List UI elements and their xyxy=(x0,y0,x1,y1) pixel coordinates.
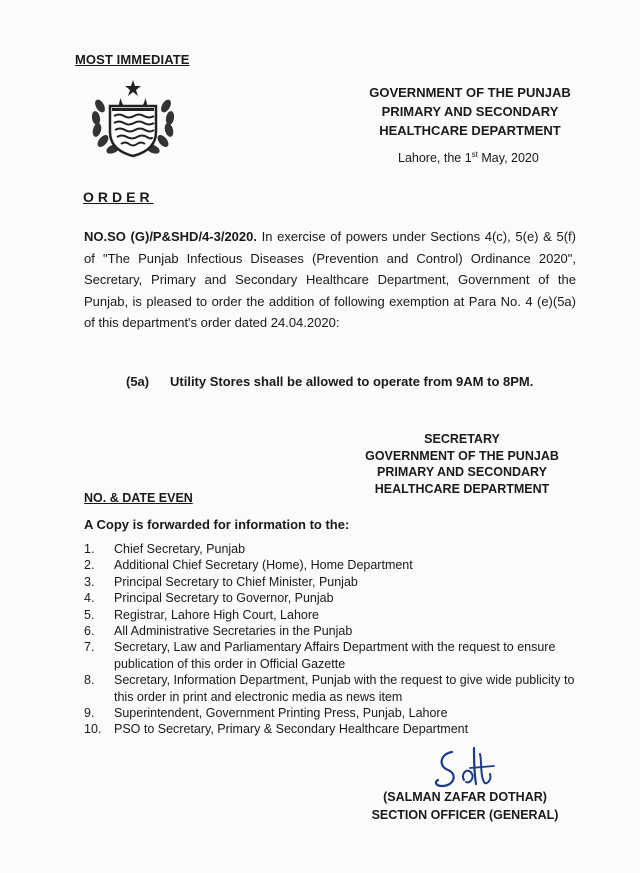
officer-designation: SECTION OFFICER (GENERAL) xyxy=(371,808,559,822)
header-line-3: HEALTHCARE DEPARTMENT xyxy=(379,123,561,138)
signature-icon xyxy=(430,744,510,792)
secretary-block: SECRETARY GOVERNMENT OF THE PUNJAB PRIMARY AND SECONDARY HEALTHCARE DEPARTMENT xyxy=(365,432,559,496)
header-line-1: GOVERNMENT OF THE PUNJAB xyxy=(369,85,571,100)
order-reference: NO.SO (G)/P&SHD/4-3/2020. xyxy=(84,229,257,244)
order-title: ORDER xyxy=(83,189,154,205)
exemption-text: Utility Stores shall be allowed to operate from 9AM to 8PM. xyxy=(170,374,534,389)
order-date: Lahore, the 1st May, 2020 xyxy=(398,150,539,166)
list-item: 10. PSO to Secretary, Primary & Secondary Healthcare Department xyxy=(84,722,469,737)
order-body xyxy=(84,226,576,334)
no-date-even: NO. & DATE EVEN xyxy=(84,491,193,505)
distribution-list xyxy=(84,541,584,738)
list-item: 4. Principal Secretary to Governor, Punjab xyxy=(84,591,334,606)
list-item: 3. Principal Secretary to Chief Minister, Punjab xyxy=(84,574,358,589)
officer-name: (SALMAN ZAFAR DOTHAR) xyxy=(383,790,547,804)
list-item: 1. Chief Secretary, Punjab xyxy=(84,542,246,556)
department-header xyxy=(330,83,610,140)
punjab-crest-icon xyxy=(88,76,178,162)
list-item: 2. Additional Chief Secretary (Home), Home Department xyxy=(84,558,413,573)
exemption-item xyxy=(126,374,533,389)
header-line-2: PRIMARY AND SECONDARY xyxy=(381,104,559,119)
order-body-text: In exercise of powers under Sections 4(c), 5(e) & 5(f) of "The Punjab Infectious Diseases (Prevention and Control) Ordinance 2020", Secretary, Primary and Secondary Healthcare Department, Government of the Punjab, is pleased to order the addition of following exemption at Para No. 4 (e)(5a) of this department's order dated 24.04.2020: xyxy=(84,229,576,331)
copy-forwarded-line: A Copy is forwarded for information to the: xyxy=(84,517,350,532)
exemption-number: (5a) xyxy=(126,374,150,389)
list-item: 5. Registrar, Lahore High Court, Lahore xyxy=(84,607,319,622)
priority-label: MOST IMMEDIATE xyxy=(75,52,190,67)
officer-block xyxy=(360,788,570,824)
list-item: 9. Superintendent, Government Printing Press, Punjab, Lahore xyxy=(84,706,448,721)
list-item: 7. Secretary, Law and Parliamentary Affairs Department with the request to ensure publication of this order in Official Gazette xyxy=(84,640,556,671)
list-item: 8. Secretary, Information Department, Punjab with the request to give wide publicity to this order in print and electronic media as news item xyxy=(84,673,575,704)
list-item: 6. All Administrative Secretaries in the Punjab xyxy=(84,624,353,639)
